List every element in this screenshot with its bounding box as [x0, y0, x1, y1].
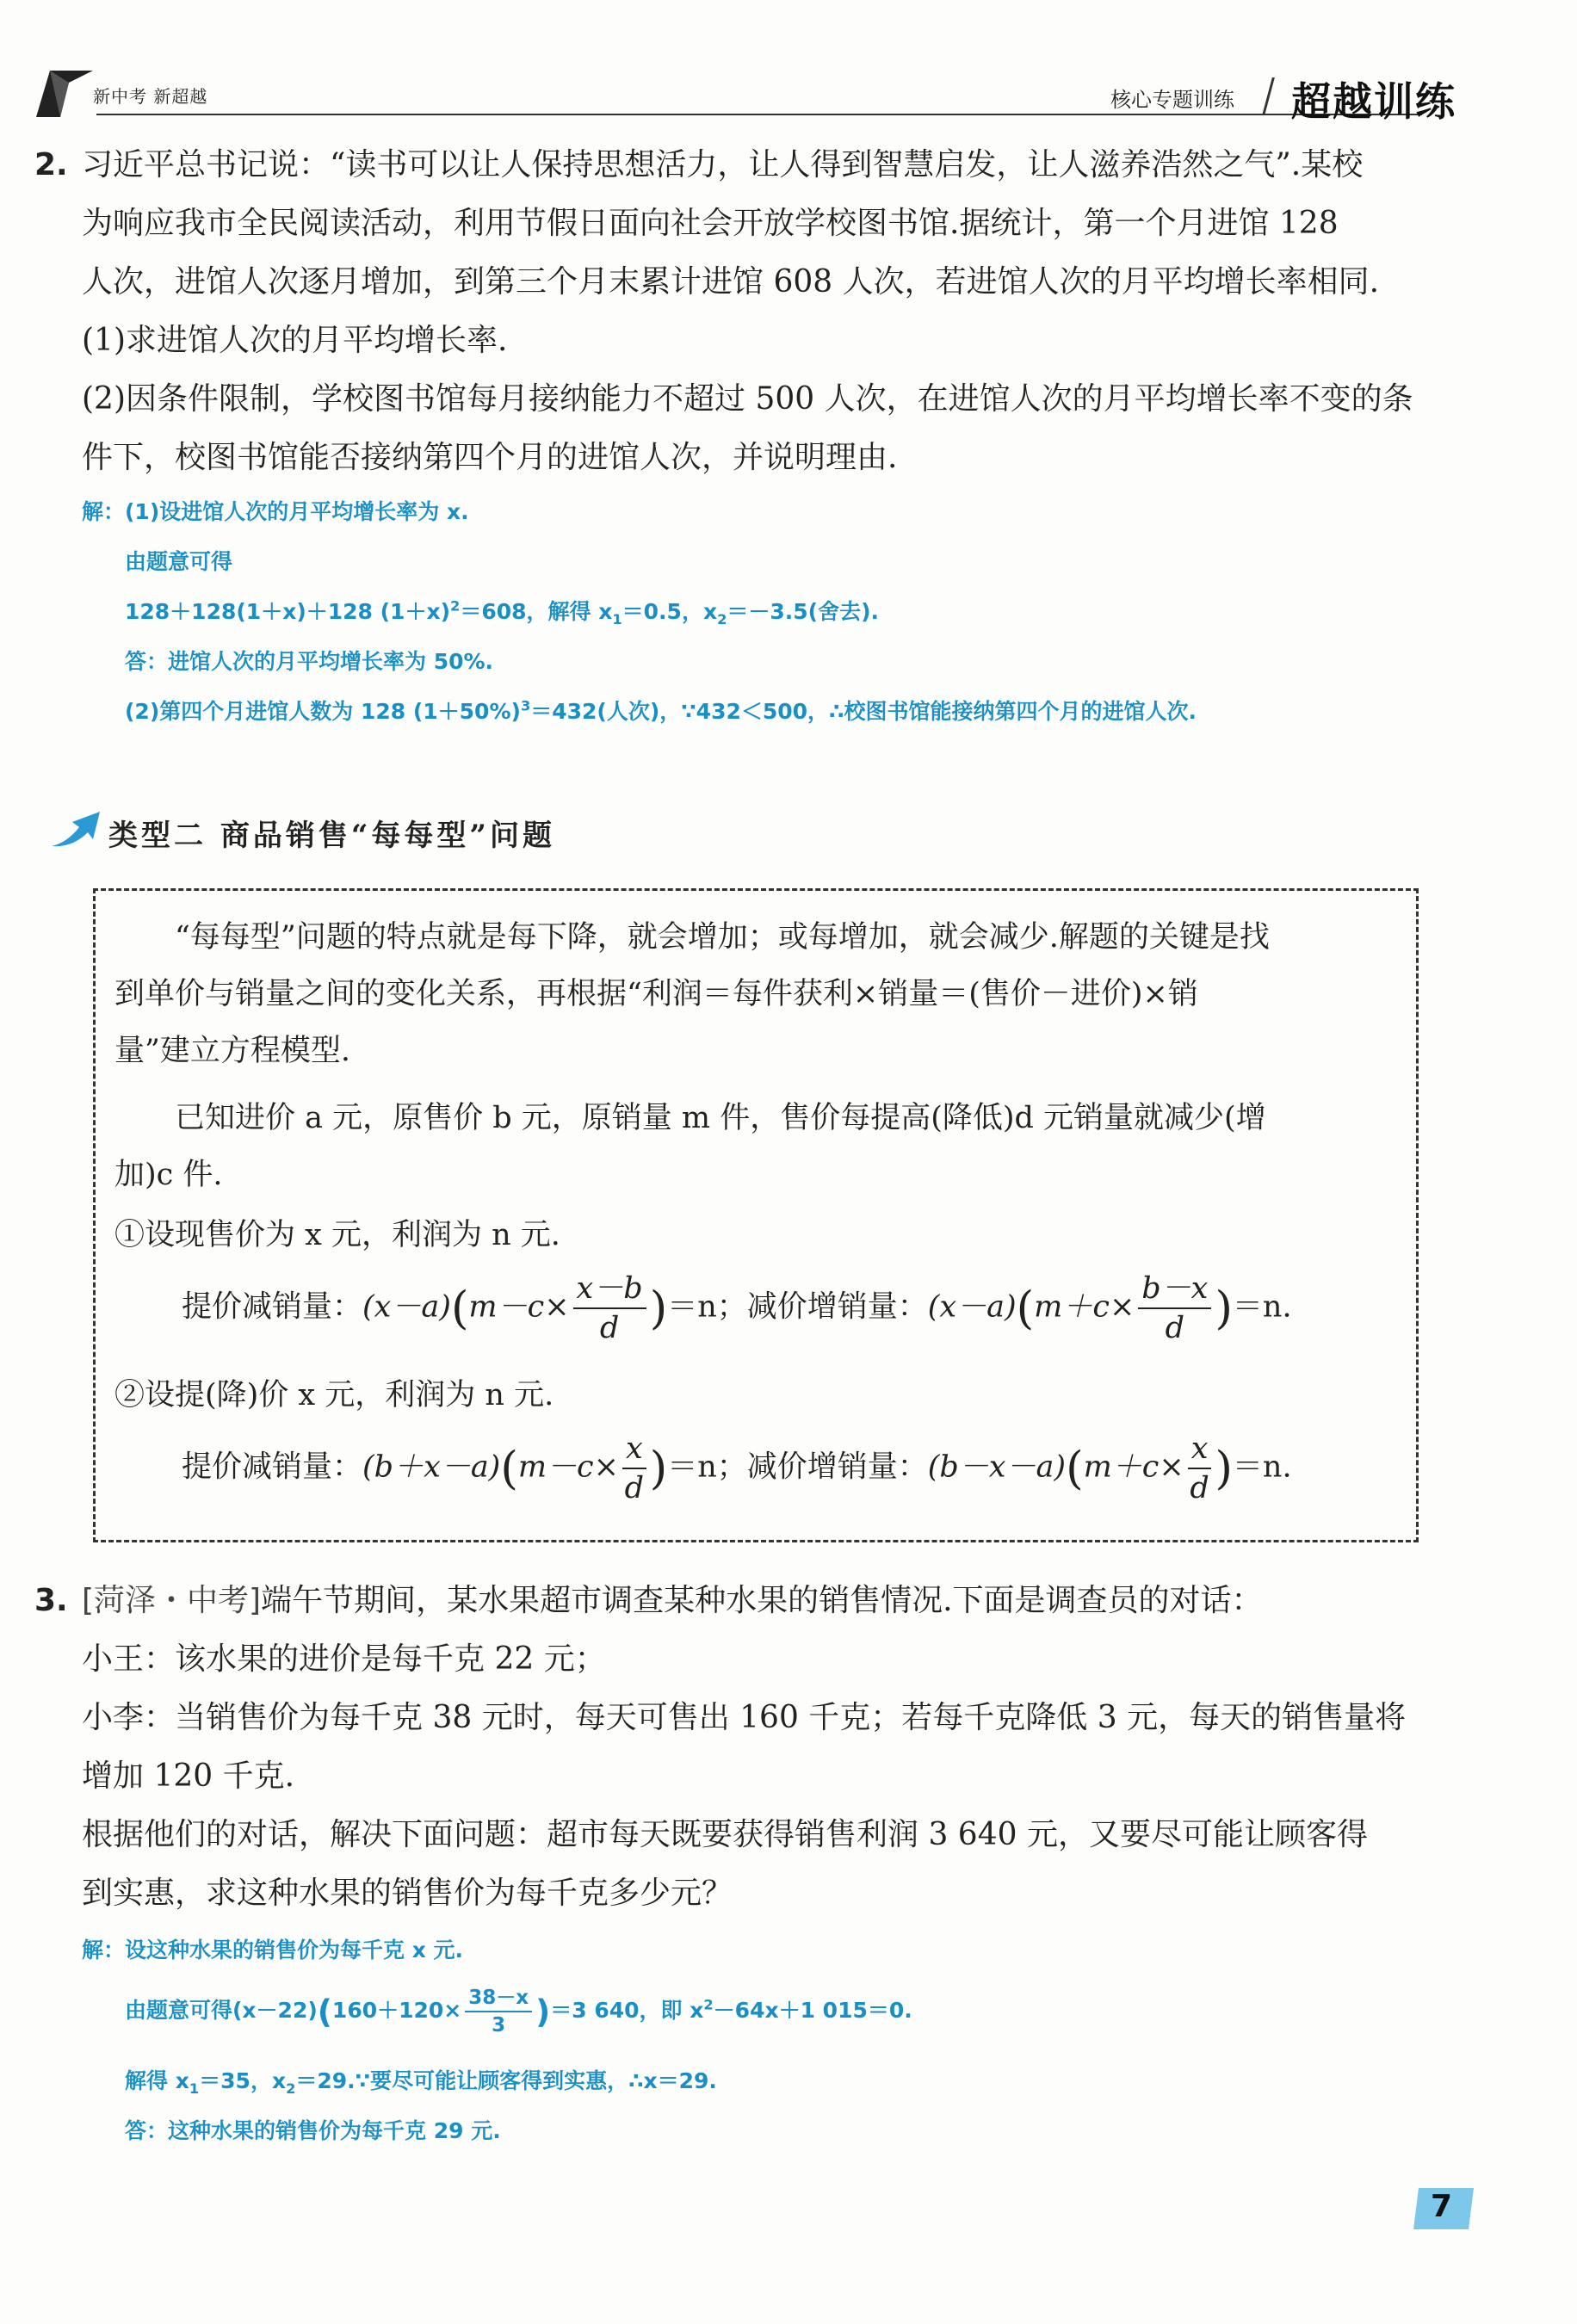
problem-source: [菏泽・中考]	[82, 1583, 262, 1618]
method-box	[93, 888, 1419, 1542]
box-text: “每每型”问题的特点就是每下降，就会增加；或每增加，就会减少.解题的关键是找	[175, 920, 1270, 955]
problem-line: 小王：该水果的进价是每千克 22 元；	[82, 1641, 606, 1677]
page-header	[0, 0, 1577, 129]
problem-2	[34, 136, 1494, 487]
logo-icon	[34, 67, 95, 119]
problem-line: [菏泽・中考]端午节期间，某水果超市调查某种水果的销售情况.下面是调查员的对话：	[82, 1583, 1263, 1618]
solution-line: 由题意可得	[125, 549, 233, 574]
problem-number: 3.	[34, 1583, 68, 1618]
problem-line: 到实惠，求这种水果的销售价为每千克多少元？	[82, 1876, 733, 1911]
problem-line: 件下，校图书馆能否接纳第四个月的进馆人次，并说明理由.	[82, 440, 898, 475]
solution-answer: 答：这种水果的销售价为每千克 29 元.	[125, 2118, 501, 2143]
solution-line: 解得 $x_1=35$，$x_2=29.\because$要尽可能让顾客得到实惠，∴x＝29.	[125, 2068, 717, 2097]
formula-line: 提价减销量：(x－a)(m－c× $\frac{x-b}{d}$ )＝n；减价增销量：(x－a)(m＋c× $\frac{b-x}{d}$ )＝n.	[182, 1271, 1292, 1345]
formula-line: 提价减销量：(b＋x－a)(m－c× $\frac{x}{d}$ )＝n；减价增销量：(b－x－a)(m＋c× $\frac{x}{d}$ )＝n.	[182, 1431, 1292, 1505]
box-text: 加)c 件.	[114, 1158, 223, 1192]
page-number: 7	[1431, 2189, 1453, 2224]
problem-3	[34, 1572, 1494, 1923]
box-text: ②设提(降)价 x 元，利润为 n 元.	[114, 1378, 554, 1412]
solution-line: 解：(1)设进馆人次的月平均增长率为 x.	[82, 499, 469, 524]
box-text: ①设现售价为 x 元，利润为 n 元.	[114, 1218, 560, 1252]
solution-equation: 由题意可得(x－22)(160＋120× $\frac{38-x}{3}$ )＝3 640，即 $x^2-64x+1$ 015＝0.	[125, 1987, 912, 2037]
solution-answer: 答：进馆人次的月平均增长率为 50%.	[125, 649, 494, 674]
header-separator	[1262, 77, 1275, 115]
header-rule	[96, 114, 1422, 115]
problem-line: 人次，进馆人次逐月增加，到第三个月末累计进馆 608 人次，若进馆人次的月平均增长率相同.	[82, 264, 1380, 300]
solution-equation: 128＋128(1＋x)＋128 $(1+x)^2=608$，解得 $x_1=0.5$，$x_2=-3.5$(舍去).	[125, 597, 880, 627]
solution-line: 解：设这种水果的销售价为每千克 x 元.	[82, 1938, 464, 1962]
problem-line: 增加 120 千克.	[82, 1758, 295, 1794]
section-heading-text: 类型二 商品销售“每每型”问题	[108, 819, 555, 853]
logo-text: 新中考 新超越	[93, 86, 208, 107]
brand-title: 超越训练	[1291, 78, 1456, 125]
arrow-icon	[50, 808, 103, 850]
problem-line: 根据他们的对话，解决下面问题：超市每天既要获得销售利润 3 640 元，又要尽可能让顾客得	[82, 1817, 1368, 1852]
section-title: 核心专题训练	[1110, 88, 1234, 112]
problem-line: 小李：当销售价为每千克 38 元时，每天可售出 160 千克；若每千克降低 3 元，每天的销售量将	[82, 1700, 1407, 1735]
problem-number: 2.	[34, 147, 68, 182]
problem-line: (1)求进馆人次的月平均增长率.	[82, 323, 508, 358]
solution-line: (2)第四个月进馆人数为 128 $(1+50\%)^3=432$(人次)，∵432＜500，∴校图书馆能接纳第四个月的进馆人次.	[125, 697, 1197, 724]
problem-line: 为响应我市全民阅读活动，利用节假日面向社会开放学校图书馆.据统计，第一个月进馆 128	[82, 206, 1339, 241]
problem-line: 习近平总书记说：“读书可以让人保持思想活力，让人得到智慧启发，让人滋养浩然之气”.某校	[82, 147, 1364, 182]
box-text: 量”建立方程模型.	[114, 1034, 351, 1068]
box-text: 到单价与销量之间的变化关系，再根据“利润＝每件获利×销量＝(售价－进价)×销	[114, 977, 1198, 1011]
problem-line: (2)因条件限制，学校图书馆每月接纳能力不超过 500 人次，在进馆人次的月平均增长率不变的条	[82, 381, 1413, 417]
box-text: 已知进价 a 元，原售价 b 元，原销量 m 件，售价每提高(降低)d 元销量就减少(增	[175, 1101, 1266, 1135]
